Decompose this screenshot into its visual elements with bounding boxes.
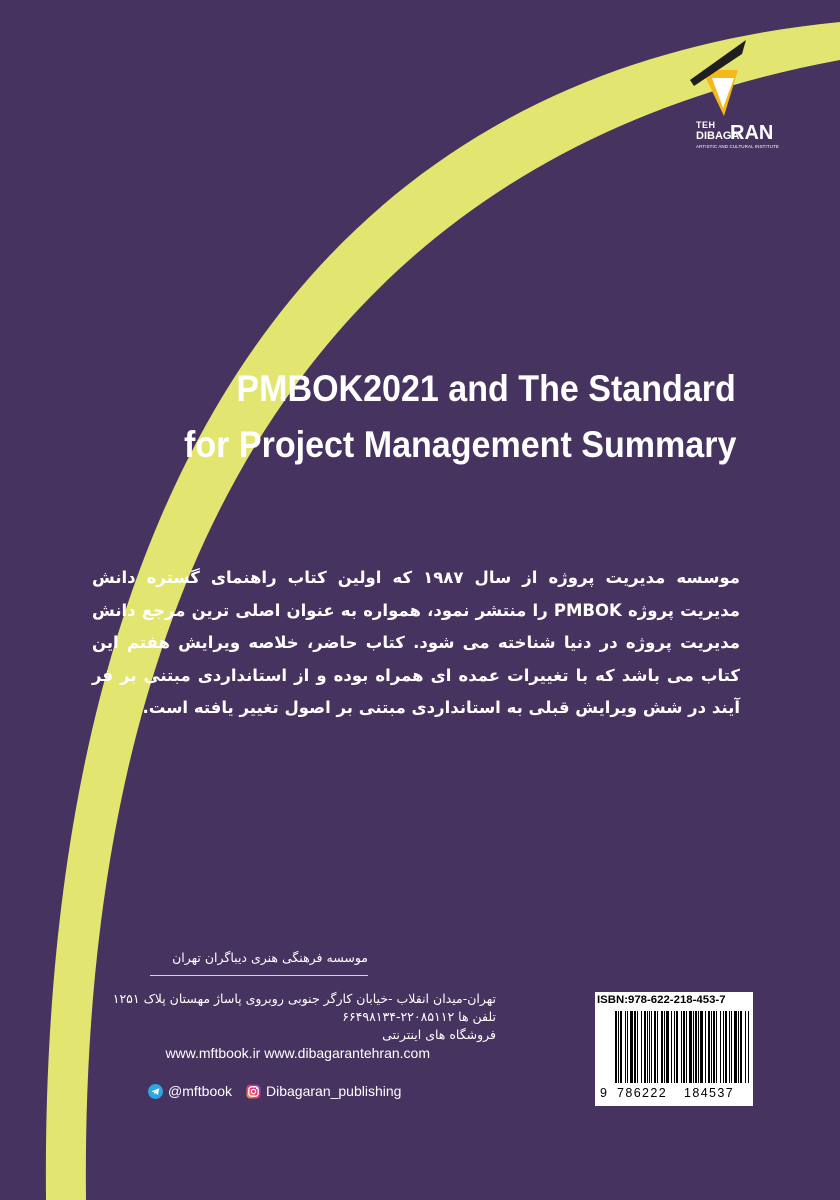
book-description: موسسه مدیریت پروژه از سال ۱۹۸۷ که اولین کتاب راهنمای گستره دانش مدیریت پروژه PMBOK را منتشر نمود، همواره به عنوان اصلی ترین مرجع دانش مدیریت پروژه در دنیا شناخته می شود. کتاب حاضر، خلاصه ویرایش هفتم این کتاب می باشد که با تغییرات عمده ای همراه بوده و از استانداردی مبتنی بر فر آیند در شش ویرایش قبلی به استانداردی مبتنی بر اصول تغییر یافته است.	[92, 568, 740, 717]
barcode-bar	[647, 1011, 648, 1083]
barcode-bar	[713, 1011, 715, 1083]
barcode	[615, 1011, 749, 1083]
barcode-digits	[597, 1085, 751, 1103]
publisher-divider	[150, 975, 368, 976]
barcode-bar	[700, 1011, 703, 1083]
barcode-bar	[661, 1011, 663, 1083]
barcode-bar	[705, 1011, 706, 1083]
logo-text-teh: TEH	[696, 120, 716, 130]
barcode-bar	[695, 1011, 697, 1083]
logo-subtitle: ARTISTIC AND CULTURAL INSTITUTE	[696, 144, 780, 149]
barcode-bar	[681, 1011, 682, 1083]
isbn-barcode-block	[595, 992, 753, 1106]
barcode-digit-first: 9	[600, 1086, 607, 1100]
barcode-bar	[620, 1011, 622, 1083]
barcode-bar	[618, 1011, 619, 1083]
barcode-bar	[708, 1011, 710, 1083]
publisher-address: تهران-میدان انقلاب -خیابان کارگر جنوبی روبروی پاساژ مهستان پلاک ۱۲۵۱	[112, 991, 496, 1006]
barcode-bar	[740, 1011, 742, 1083]
publisher-logo	[690, 40, 790, 150]
barcode-bar	[666, 1011, 669, 1083]
instagram-link[interactable]	[246, 1083, 401, 1099]
barcode-bar	[686, 1011, 687, 1083]
barcode-bar	[683, 1011, 685, 1083]
barcode-bar	[627, 1011, 628, 1083]
telegram-handle: @mftbook	[168, 1083, 233, 1099]
barcode-bar	[720, 1011, 721, 1083]
instagram-icon	[246, 1084, 261, 1099]
barcode-bar	[748, 1011, 749, 1083]
logo-text-diba: DIBAGA	[696, 130, 740, 142]
barcode-bar	[731, 1011, 732, 1083]
barcode-digits-left: 786222	[617, 1086, 668, 1100]
logo-text-ran: RAN	[730, 122, 774, 144]
social-links	[148, 1083, 448, 1105]
barcode-bar	[693, 1011, 694, 1083]
instagram-handle: Dibagaran_publishing	[266, 1083, 402, 1099]
barcode-bar	[676, 1011, 678, 1083]
barcode-bar	[671, 1011, 672, 1083]
website-links[interactable]: www.mftbook.ir www.dibagarantehran.com	[165, 1045, 430, 1061]
barcode-bar	[654, 1011, 656, 1083]
barcode-bar	[644, 1011, 646, 1083]
title-line-2: for Project Management Summary	[183, 424, 736, 465]
barcode-bar	[723, 1011, 724, 1083]
barcode-bar	[664, 1011, 665, 1083]
barcode-bar	[729, 1011, 730, 1083]
barcode-bar	[716, 1011, 717, 1083]
logo-mark-icon	[690, 40, 754, 120]
publisher-name: موسسه فرهنگی هنری دیباگران تهران	[172, 950, 368, 965]
barcode-bar	[674, 1011, 675, 1083]
barcode-digits-right: 184537	[684, 1086, 735, 1100]
publisher-phone: تلفن ها ۲۲۰۸۵۱۱۲-۶۶۴۹۸۱۳۴	[342, 1009, 496, 1024]
online-stores-label: فروشگاه های اینترنتی	[382, 1027, 496, 1042]
isbn-label: ISBN:978-622-218-453-7	[597, 994, 726, 1006]
title-line-1: PMBOK2021 and The Standard	[236, 368, 736, 409]
publisher-contact	[60, 990, 496, 1044]
barcode-bar	[657, 1011, 658, 1083]
barcode-bar	[615, 1011, 617, 1083]
barcode-bar	[738, 1011, 739, 1083]
barcode-bar	[734, 1011, 737, 1083]
barcode-bar	[689, 1011, 692, 1083]
barcode-bar	[711, 1011, 712, 1083]
barcode-bar	[637, 1011, 638, 1083]
barcode-bar	[634, 1011, 636, 1083]
barcode-bar	[649, 1011, 650, 1083]
barcode-bar	[630, 1011, 633, 1083]
barcode-bar	[625, 1011, 626, 1083]
barcode-bar	[651, 1011, 652, 1083]
telegram-icon	[148, 1084, 163, 1099]
telegram-link[interactable]	[148, 1083, 232, 1099]
barcode-bar	[641, 1011, 642, 1083]
barcode-bar	[725, 1011, 727, 1083]
barcode-bar	[745, 1011, 746, 1083]
barcode-bar	[698, 1011, 699, 1083]
